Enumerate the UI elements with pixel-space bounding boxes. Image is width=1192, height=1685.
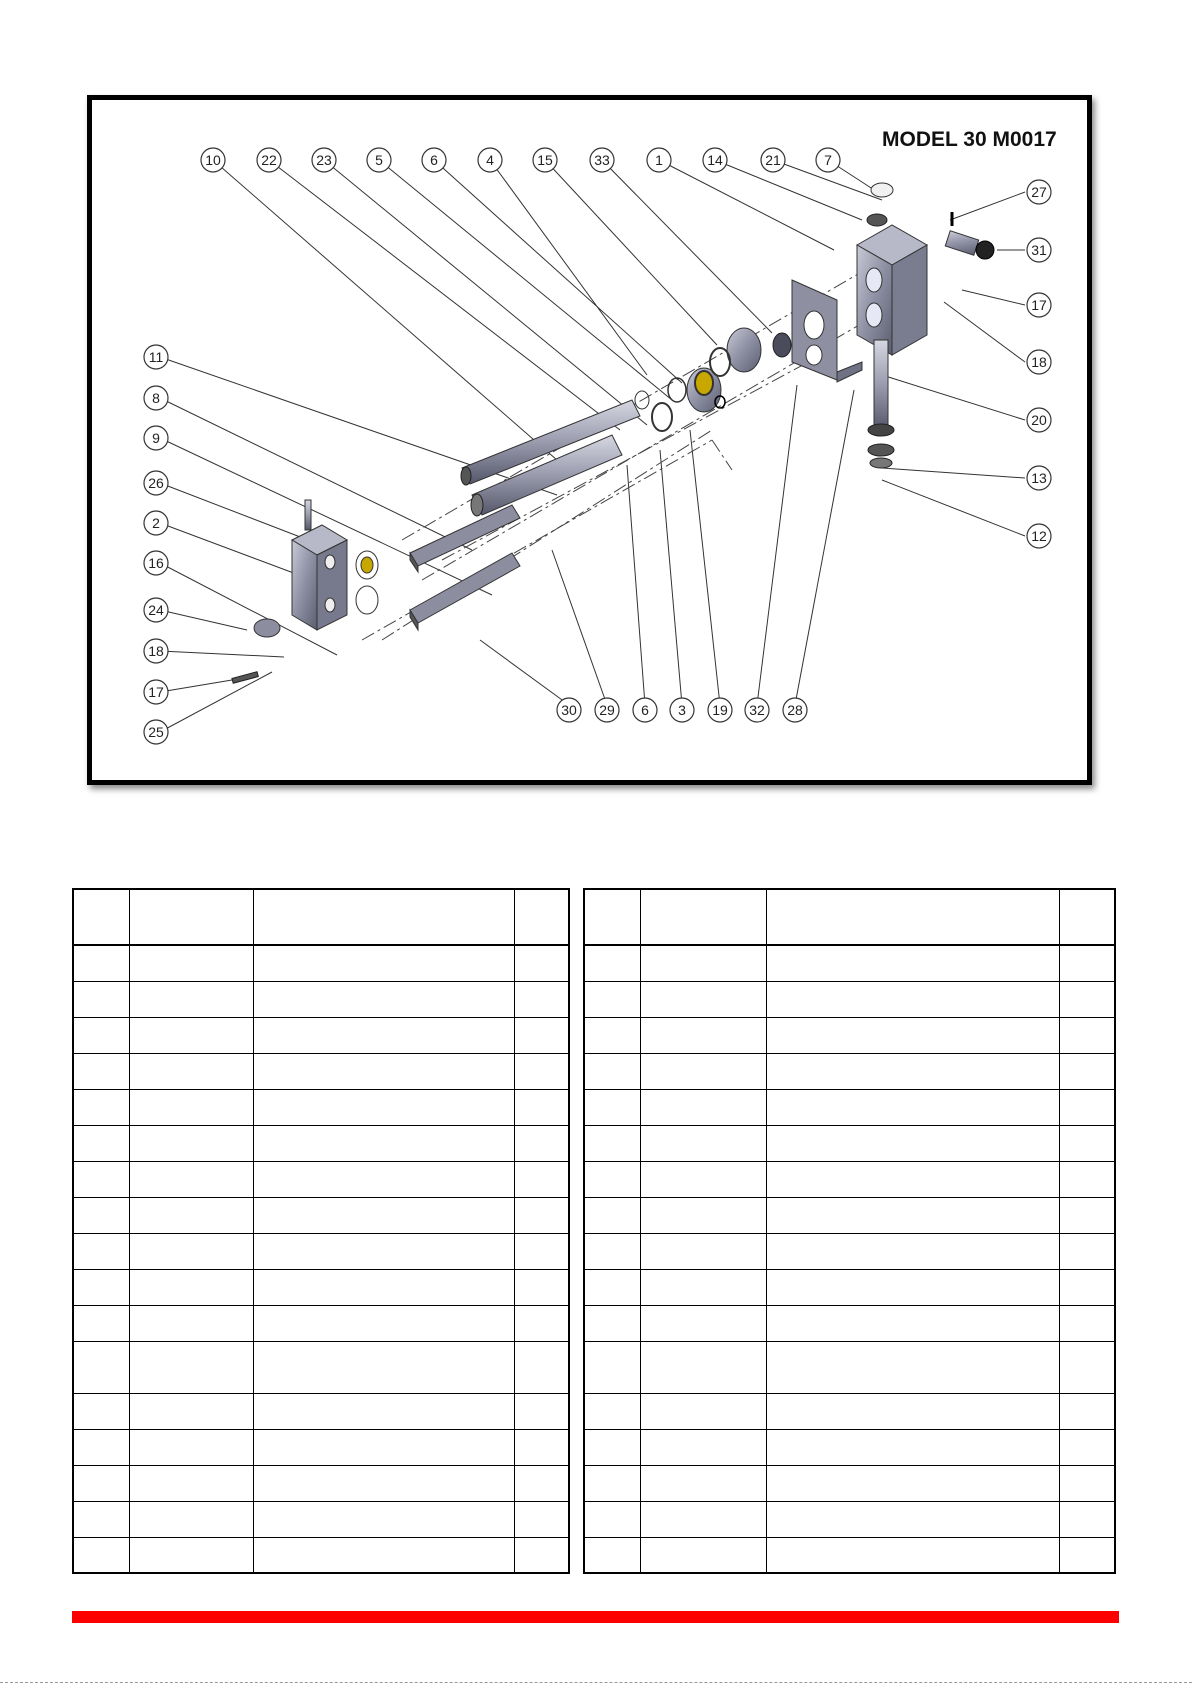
- table-cell: [584, 1393, 640, 1429]
- table-cell: [73, 981, 129, 1017]
- callout-18: [1027, 350, 1051, 374]
- callout-label: 29: [599, 702, 615, 718]
- table-cell: [584, 1017, 640, 1053]
- table-cell: [584, 1161, 640, 1197]
- table-cell: [766, 945, 1059, 981]
- table-cell: [1059, 1233, 1115, 1269]
- table-cell: [514, 889, 569, 945]
- callout-28: [783, 698, 807, 722]
- callout-24: [144, 598, 168, 622]
- table-cell: [514, 1017, 569, 1053]
- table-row: [73, 1393, 569, 1429]
- table-cell: [1059, 1501, 1115, 1537]
- footer-red-bar: [72, 1611, 1119, 1623]
- table-cell: [766, 1269, 1059, 1305]
- table-cell: [253, 945, 514, 981]
- table-row: [73, 1197, 569, 1233]
- table-cell: [73, 1501, 129, 1537]
- parts-table-right: [583, 888, 1116, 1574]
- table-cell: [129, 1089, 253, 1125]
- callout-25: [144, 720, 168, 744]
- parts-table-left: [72, 888, 570, 1574]
- table-cell: [766, 1053, 1059, 1089]
- table-cell: [640, 1269, 766, 1305]
- table-cell: [640, 1393, 766, 1429]
- table-cell: [584, 1089, 640, 1125]
- table-cell: [640, 1429, 766, 1465]
- table-cell: [129, 945, 253, 981]
- table-cell: [73, 1393, 129, 1429]
- shafts: [461, 400, 640, 516]
- table-cell: [640, 1089, 766, 1125]
- table-cell: [73, 1161, 129, 1197]
- table-cell: [514, 981, 569, 1017]
- table-cell: [766, 1341, 1059, 1393]
- table-cell: [640, 1465, 766, 1501]
- callout-10: [201, 148, 225, 172]
- table-cell: [1059, 1053, 1115, 1089]
- table-cell: [640, 1125, 766, 1161]
- table-cell: [253, 1393, 514, 1429]
- table-cell: [1059, 1429, 1115, 1465]
- table-cell: [584, 889, 640, 945]
- table-cell: [514, 1393, 569, 1429]
- table-cell: [253, 1537, 514, 1573]
- bars: [410, 505, 520, 630]
- callout-5: [367, 148, 391, 172]
- table-cell: [1059, 1341, 1115, 1393]
- table-cell: [514, 1197, 569, 1233]
- table-cell: [584, 1197, 640, 1233]
- table-row: [73, 1305, 569, 1341]
- table-row: [73, 1233, 569, 1269]
- table-cell: [73, 1125, 129, 1161]
- table-cell: [253, 1305, 514, 1341]
- table-row: [584, 1053, 1115, 1089]
- table-cell: [1059, 945, 1115, 981]
- table-cell: [640, 1017, 766, 1053]
- table-row: [584, 945, 1115, 981]
- table-cell: [766, 1393, 1059, 1429]
- table-cell: [129, 1233, 253, 1269]
- table-cell: [514, 1429, 569, 1465]
- table-row: [584, 1269, 1115, 1305]
- right-housing: [857, 225, 927, 355]
- table-cell: [1059, 889, 1115, 945]
- callout-label: 22: [261, 152, 277, 168]
- callout-26: [144, 471, 168, 495]
- table-row: [73, 981, 569, 1017]
- table-cell: [129, 1501, 253, 1537]
- table-cell: [73, 1197, 129, 1233]
- table-cell: [766, 1305, 1059, 1341]
- callout-19: [708, 698, 732, 722]
- table-cell: [129, 1393, 253, 1429]
- table-cell: [73, 1233, 129, 1269]
- callout-6: [422, 148, 446, 172]
- table-cell: [73, 1305, 129, 1341]
- table-cell: [514, 1269, 569, 1305]
- table-cell: [514, 1053, 569, 1089]
- table-cell: [253, 1161, 514, 1197]
- callout-9: [144, 426, 168, 450]
- callout-29: [595, 698, 619, 722]
- callout-6: [633, 698, 657, 722]
- table-cell: [253, 1197, 514, 1233]
- callout-1: [647, 148, 671, 172]
- table-row: [584, 1341, 1115, 1393]
- table-cell: [1059, 1161, 1115, 1197]
- table-cell: [73, 1429, 129, 1465]
- table-cell: [73, 1053, 129, 1089]
- table-row: [73, 945, 569, 981]
- callout-label: 20: [1031, 412, 1047, 428]
- table-cell: [766, 1537, 1059, 1573]
- table-row: [73, 1089, 569, 1125]
- table-row: [73, 1429, 569, 1465]
- callout-23: [312, 148, 336, 172]
- callout-label: 31: [1031, 242, 1047, 258]
- callout-16: [144, 551, 168, 575]
- table-cell: [253, 1341, 514, 1393]
- table-cell: [129, 1269, 253, 1305]
- table-cell: [514, 1465, 569, 1501]
- callout-label: 9: [152, 430, 160, 446]
- table-cell: [584, 1269, 640, 1305]
- table-cell: [640, 1501, 766, 1537]
- table-cell: [129, 1017, 253, 1053]
- callout-label: 18: [148, 643, 164, 659]
- callout-label: 13: [1031, 470, 1047, 486]
- callout-11: [144, 345, 168, 369]
- callout-18: [144, 639, 168, 663]
- table-cell: [640, 1161, 766, 1197]
- table-cell: [253, 1089, 514, 1125]
- table-cell: [73, 1089, 129, 1125]
- callout-32: [745, 698, 769, 722]
- callout-label: 19: [712, 702, 728, 718]
- table-row: [584, 1233, 1115, 1269]
- table-cell: [129, 1197, 253, 1233]
- table-cell: [129, 981, 253, 1017]
- callout-4: [478, 148, 502, 172]
- table-row: [584, 1465, 1115, 1501]
- table-cell: [253, 1501, 514, 1537]
- table-cell: [766, 1501, 1059, 1537]
- table-cell: [1059, 1269, 1115, 1305]
- table-cell: [129, 1465, 253, 1501]
- callout-label: 15: [537, 152, 553, 168]
- table-cell: [766, 1429, 1059, 1465]
- callout-label: 8: [152, 390, 160, 406]
- table-cell: [1059, 1537, 1115, 1573]
- table-row: [73, 1341, 569, 1393]
- callout-label: 11: [148, 349, 164, 365]
- table-cell: [514, 945, 569, 981]
- table-cell: [766, 1125, 1059, 1161]
- table-row: [584, 1197, 1115, 1233]
- table-cell: [253, 1429, 514, 1465]
- table-cell: [584, 945, 640, 981]
- table-cell: [129, 1429, 253, 1465]
- table-cell: [640, 1537, 766, 1573]
- table-row: [73, 1161, 569, 1197]
- table-cell: [514, 1233, 569, 1269]
- table-row: [584, 1429, 1115, 1465]
- callout-label: 1: [655, 152, 663, 168]
- exploded-view-drawing: [92, 100, 1087, 780]
- table-cell: [514, 1501, 569, 1537]
- mounting-plate: [792, 280, 862, 382]
- table-cell: [766, 1089, 1059, 1125]
- callout-8: [144, 386, 168, 410]
- table-cell: [1059, 1393, 1115, 1429]
- table-cell: [73, 1341, 129, 1393]
- table-cell: [1059, 1197, 1115, 1233]
- table-cell: [640, 1197, 766, 1233]
- callout-13: [1027, 466, 1051, 490]
- callout-30: [557, 698, 581, 722]
- table-cell: [253, 981, 514, 1017]
- callout-20: [1027, 408, 1051, 432]
- table-cell: [640, 981, 766, 1017]
- table-row: [584, 1125, 1115, 1161]
- table-row: [584, 1089, 1115, 1125]
- table-cell: [584, 1125, 640, 1161]
- callout-label: 5: [375, 152, 383, 168]
- callout-31: [1027, 238, 1051, 262]
- table-row: [584, 1161, 1115, 1197]
- table-cell: [253, 1465, 514, 1501]
- table-row: [73, 1125, 569, 1161]
- callout-3: [670, 698, 694, 722]
- callout-33: [590, 148, 614, 172]
- table-header-row: [73, 889, 569, 945]
- table-cell: [129, 1053, 253, 1089]
- callout-label: 27: [1031, 184, 1047, 200]
- table-cell: [73, 945, 129, 981]
- table-cell: [129, 1537, 253, 1573]
- callout-label: 30: [561, 702, 577, 718]
- callout-label: 12: [1031, 528, 1047, 544]
- table-cell: [253, 889, 514, 945]
- table-cell: [514, 1089, 569, 1125]
- table-cell: [253, 1125, 514, 1161]
- table-cell: [766, 889, 1059, 945]
- callout-label: 14: [707, 152, 723, 168]
- table-cell: [73, 1017, 129, 1053]
- callout-label: 18: [1031, 354, 1047, 370]
- table-cell: [584, 1501, 640, 1537]
- callout-label: 21: [765, 152, 781, 168]
- table-cell: [129, 1125, 253, 1161]
- callout-label: 6: [641, 702, 649, 718]
- callout-14: [703, 148, 727, 172]
- table-cell: [1059, 981, 1115, 1017]
- table-cell: [129, 889, 253, 945]
- table-cell: [584, 1053, 640, 1089]
- table-cell: [129, 1161, 253, 1197]
- table-cell: [640, 1233, 766, 1269]
- table-cell: [73, 1269, 129, 1305]
- callout-15: [533, 148, 557, 172]
- callout-label: 10: [205, 152, 221, 168]
- callout-12: [1027, 524, 1051, 548]
- table-header-row: [584, 889, 1115, 945]
- callout-label: 24: [148, 602, 164, 618]
- callout-label: 4: [486, 152, 494, 168]
- callout-21: [761, 148, 785, 172]
- table-row: [584, 1537, 1115, 1573]
- callout-label: 26: [148, 475, 164, 491]
- table-cell: [766, 1017, 1059, 1053]
- callout-17: [144, 680, 168, 704]
- table-cell: [584, 981, 640, 1017]
- callout-label: 32: [749, 702, 765, 718]
- table-cell: [584, 1429, 640, 1465]
- table-row: [73, 1017, 569, 1053]
- table-row: [73, 1537, 569, 1573]
- table-cell: [514, 1537, 569, 1573]
- callout-label: 7: [824, 152, 832, 168]
- gears: [635, 328, 791, 431]
- table-cell: [73, 1537, 129, 1573]
- callout-label: 2: [152, 515, 160, 531]
- callout-label: 16: [148, 555, 164, 571]
- table-cell: [514, 1161, 569, 1197]
- table-cell: [640, 1053, 766, 1089]
- table-cell: [253, 1233, 514, 1269]
- table-row: [73, 1501, 569, 1537]
- callout-label: 3: [678, 702, 686, 718]
- table-cell: [584, 1465, 640, 1501]
- table-cell: [640, 1305, 766, 1341]
- table-cell: [253, 1053, 514, 1089]
- callout-27: [1027, 180, 1051, 204]
- table-cell: [129, 1341, 253, 1393]
- table-cell: [640, 1341, 766, 1393]
- table-cell: [1059, 1017, 1115, 1053]
- callout-label: 17: [148, 684, 164, 700]
- table-cell: [584, 1233, 640, 1269]
- callout-2: [144, 511, 168, 535]
- table-cell: [766, 1197, 1059, 1233]
- table-row: [584, 1017, 1115, 1053]
- callout-7: [816, 148, 840, 172]
- table-row: [73, 1053, 569, 1089]
- table-cell: [73, 889, 129, 945]
- table-cell: [253, 1017, 514, 1053]
- table-cell: [766, 1161, 1059, 1197]
- callout-label: 17: [1031, 297, 1047, 313]
- table-cell: [640, 945, 766, 981]
- table-row: [73, 1465, 569, 1501]
- callout-label: 6: [430, 152, 438, 168]
- table-cell: [73, 1465, 129, 1501]
- table-cell: [129, 1305, 253, 1341]
- worm-assembly: [868, 340, 894, 468]
- table-cell: [584, 1305, 640, 1341]
- table-cell: [766, 981, 1059, 1017]
- table-cell: [514, 1125, 569, 1161]
- callout-17: [1027, 293, 1051, 317]
- table-cell: [584, 1537, 640, 1573]
- table-cell: [514, 1341, 569, 1393]
- table-row: [584, 1305, 1115, 1341]
- table-cell: [1059, 1089, 1115, 1125]
- table-cell: [640, 889, 766, 945]
- model-title: MODEL 30 M0017: [882, 128, 1057, 151]
- table-cell: [1059, 1465, 1115, 1501]
- table-row: [584, 1393, 1115, 1429]
- table-cell: [766, 1233, 1059, 1269]
- table-row: [73, 1269, 569, 1305]
- table-cell: [1059, 1305, 1115, 1341]
- callout-22: [257, 148, 281, 172]
- table-cell: [514, 1305, 569, 1341]
- table-cell: [584, 1341, 640, 1393]
- callout-label: 23: [316, 152, 332, 168]
- table-cell: [253, 1269, 514, 1305]
- callout-label: 33: [594, 152, 610, 168]
- callout-label: 25: [148, 724, 164, 740]
- exploded-diagram-frame: [87, 95, 1092, 785]
- table-row: [584, 1501, 1115, 1537]
- table-row: [584, 981, 1115, 1017]
- table-cell: [1059, 1125, 1115, 1161]
- callout-label: 28: [787, 702, 803, 718]
- table-cell: [766, 1465, 1059, 1501]
- page-bottom-rule: [0, 1682, 1192, 1683]
